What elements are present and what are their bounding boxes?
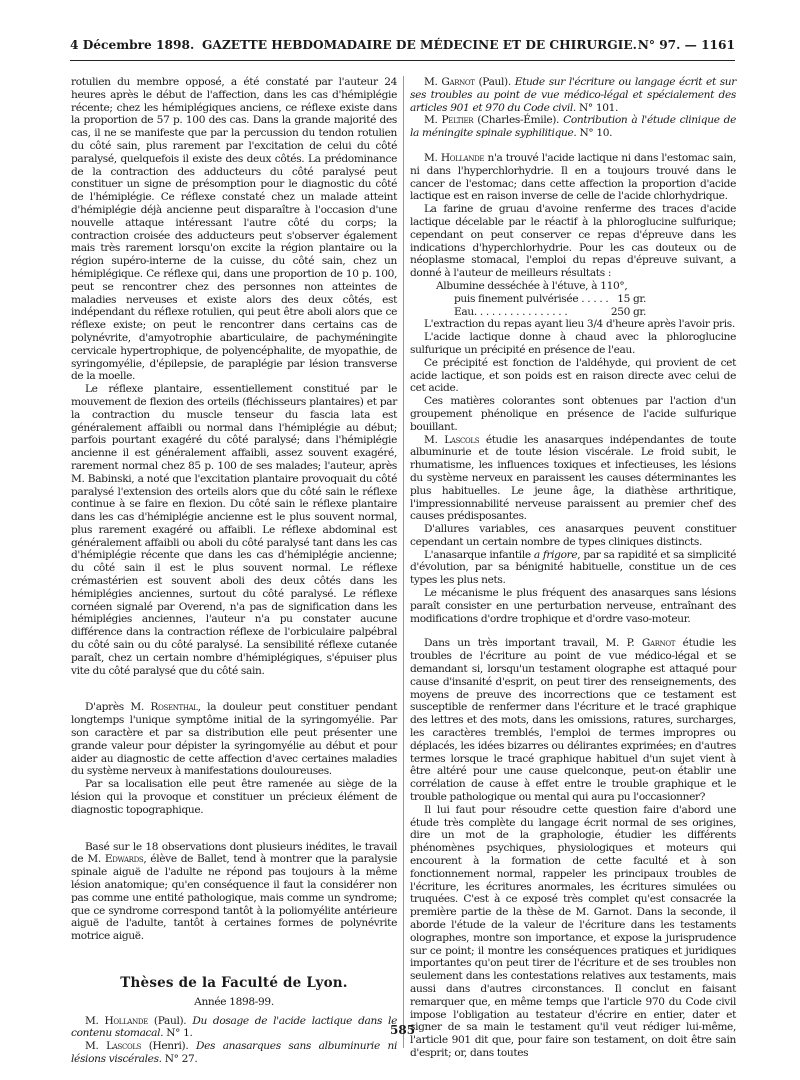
page-header (70, 24, 735, 61)
thesis-entry-hollande: M. Hollande (Paul). Du dosage de l'acide lactique dans le contenu stomacal. N° 1. (71, 1014, 397, 1040)
thesis-entry-garnot: M. Garnot (Paul). Etude sur l'écriture ou langage écrit et sur ses troubles au point de vue médico-légal et spécialement des articles 901 et 970 du Code civil. N° 101. (410, 76, 736, 114)
thesis-entry-peltier: M. Peltier (Charles-Émile). Contribution à l'étude clinique de la méningite spinale syphilitique. N° 10. (410, 114, 736, 140)
paragraph-reflexe-rotulien: rotulien du membre opposé, a été constaté par l'auteur 24 heures après le début de l'affection, dans les cas d'hémiplégie récente; chez les hémiplégiques anciens, ce réflexe existe dans la proportion de 57 p. 100 des cas. Dans la grande majorité des cas, il ne se manifeste que par la percussion du tendon rotulien du côté sain, plus rarement par l'excitation de celui du côté paralysé, quelquefois il existe des deux côtés. La prédominance de la contraction des adducteurs du côté paralysé peut constituer un signe de présomption pour le diagnostic du côté de l'hémiplégie. Ce réflexe constaté chez un malade atteint d'hémiplégie déjà ancienne peut disparaître à l'occasion d'une nouvelle attaque intéressant l'autre côté du corps; la contraction croisée des adducteurs peut s'observer également mais très rarement lorsqu'on excite la région plantaire ou la région supéro-interne de la cuisse, du côté sain, chez un hémiplégique. Ce réflexe qui, dans une proportion de 10 p. 100, peut se rencontrer chez des personnes non atteintes de maladies nerveuses et existe alors des deux côtés, est indépendant du réflexe rotulien, qui peut être aboli alors que ce réflexe existe; on peut le rencontrer dans certains cas de polynévrite, d'amyotrophie abarticulaire, de pachyméningite cervicale hypertrophique, de polyencéphalite, de myopathie, de syringomyélie, d'épilepsie, de paraplégie par lésion transverse de la moelle. (71, 76, 397, 383)
right-column (410, 76, 736, 1060)
paragraph-mecanisme: Le mécanisme le plus fréquent des anasarques sans lésions paraît consister en une perturbation nerveuse, entraînant des modifications d'ordre trophique et d'ordre vaso-moteur. (410, 587, 736, 625)
paragraph-extraction: L'extraction du repas ayant lieu 3/4 d'heure après l'avoir pris. (424, 318, 735, 331)
paragraph-anasarque-infantile: L'anasarque infantile a frigore, par sa rapidité et sa simplicité d'évolution, par sa bénignité habituelle, constitue un de ces types les plus nets. (410, 548, 737, 587)
paragraph-acide-lactique: L'acide lactique donne à chaud avec la phloroglucine sulfurique un précipité en présence de l'eau. (410, 331, 736, 356)
formula-line-albumine: Albumine desséchée à l'étuve, à 110°, (436, 279, 628, 292)
paragraph-garnot-summary: Dans un très important travail, M. P. Garnot étudie les troubles de l'écriture au point de vue médico-légal et se demandant si, lorsqu'un testament olographe est attaqué pour cause d'insanité d'esprit, on peut tirer des renseignements, des moyens de preuve des incorrections que ce testament est susceptible de renfermer dans l'écriture et le tracé graphique des lettres et des mots, dans les omissions, ratures, surcharges, les caractères tremblés, l'emploi de termes impropres ou déplacés, les idées bizarres ou délirantes exprimées; en d'autres termes lorsque le tracé graphique habituel d'un sujet vient à être altéré pour une cause quelconque, peut-on établir une corrélation de cause à effet entre le trouble graphique et le trouble pathologique ou mental qui aura pu l'occasionner? (410, 637, 736, 804)
header-issue-number: N° 97. — 1161 (637, 38, 735, 52)
paragraph-precipite: Ce précipité est fonction de l'aldéhyde, qui provient de cet acide lactique, et son poids est en raison directe avec celui de cet acide. (410, 356, 736, 395)
left-column (71, 76, 397, 1066)
section-year: Année 1898-99. (194, 995, 274, 1008)
paragraph-rosenthal: D'après M. Rosenthal, la douleur peut constituer pendant longtemps l'unique symptôme initial de la syringomyélie. Par son caractère et par sa distribution elle peut présenter une grande valeur pour dépister la syringomyélie au début et pour aider au diagnostic de cette affection d'avec certaines maladies du système nerveux à manifestations douloureuses. (71, 701, 398, 778)
column-divider (403, 76, 404, 1048)
header-date: 4 Décembre 1898. (70, 38, 195, 52)
paragraph-resoudre-question: Il lui faut pour résoudre cette question faire d'abord une étude très complète du langage écrit normal de ses origines, dire un mot de la graphologie, étudier les différents phénomènes psychiques, physiologiques et moteurs qui encourent à la formation de cette faculté et à son fonctionnement normal, rappeler les principaux troubles de l'écriture, les écritures anormales, les écritures simulées ou truquées. C'est à ce exposé très complet qu'est consacrée la première partie de la thèse de M. Garnot. Dans la seconde, il aborde l'étude de la valeur de l'écriture dans les testaments olographes, montre son importance, et expose la jurisprudence sur ce point; il montre les conséquences pratiques et juridiques importantes qu'on peut tirer de l'écriture et de ses troubles non seulement dans les contestations relatives aux testaments, mais aussi dans d'autres circonstances. Il conclut en faisant remarquer que, en même temps que l'article 970 du Code civil impose l'obligation au testateur d'écrire en entier, dater et signer de sa main le testament qu'il veut rédiger lui-même, l'article 901 dit que, pour faire son testament, on doit être sain d'esprit; or, dans toutes (410, 803, 736, 1059)
formula-line-eau: Eau. . . . . . . . . . . . . . . . 250 gr. (454, 305, 646, 318)
paragraph-matieres-colorantes: Ces matières colorantes sont obtenues par l'action d'un groupement phénolique en présence de l'acide sulfurique bouillant. (410, 395, 736, 433)
formula-line-pulverisee: puis finement pulvérisée . . . . . 15 gr. (454, 292, 646, 305)
paragraph-allures: D'allures variables, ces anasarques peuvent constituer cependant un certain nombre de types cliniques distincts. (410, 523, 736, 548)
thesis-entry-lascols: M. Lascols (Henri). Des anasarques sans albuminurie ni lésions viscérales. N° 27. (71, 1040, 397, 1065)
paragraph-edwards: Basé sur le 18 observations dont plusieurs inédites, le travail de M. Edwards, élève de Ballet, tend à montrer que la paralysie spinale aiguë de l'adulte ne répond pas toujours à la même lésion anatomique; qu'en conséquence il faut la considérer non pas comme une entité pathologique, mais comme un syndrome; que ce syndrome correspond tantôt à la poliomyélite antérieure aiguë de l'adulte, tantôt à certaines formes de polynévrite motrice aiguë. (71, 840, 397, 943)
paragraph-farine-gruau: La farine de gruau d'avoine renferme des traces d'acide lactique décelable par le réactif à la phloroglucine sulfurique; cependant on peut conserver ce repas d'épreuve dans les indications d'hyperchlorhydrie. Pour les cas douteux ou de néoplasme stomacal, l'emploi du repas d'épreuve suivant, a donné à l'auteur de meilleurs résultats : (410, 203, 736, 280)
page-number: 585 (390, 1023, 416, 1037)
paragraph-reflexe-plantaire: Le réflexe plantaire, essentiellement constitué par le mouvement de flexion des orteils (fléchisseurs plantaires) et par la contraction du muscle tenseur du fascia lata est généralement affaibli ou normal dans l'hémiplégie au début; parfois pourtant exagéré du côté paralysé; dans l'hémiplégie ancienne il est généralement affaibli, assez souvent exagéré, rarement normal chez 85 p. 100 de ses malades; l'auteur, après M. Babinski, a noté que l'excitation plantaire provoquait du côté paralysé l'extension des orteils alors que du côté sain le réflexe continue à se faire en flexion. Du côté sain le réflexe plantaire dans les cas d'hémiplégie ancienne est le plus souvent normal, plus rarement exagéré ou affaibli. Le réflexe abdominal est généralement affaibli ou aboli du côté paralysé tant dans les cas d'hémiplégie récente que dans les cas d'hémiplégie ancienne; du côté sain il est le plus souvent normal. Le réflexe crémastérien est souvent aboli des deux côtés dans les hémiplégies anciennes, surtout du côté paralysé. Le réflexe cornéen signalé par Overend, n'a pas de signification dans les hémiplégies anciennes, l'auteur n'a pu constater aucune différence dans la contraction réflexe de l'orbiculaire palpébral du côté sain ou du côté paralysé. La sensibilité réflexe cutanée paraît, chez un certain nombre d'hémiplégiques, s'épuiser plus vite du côté paralysé que du côté sain. (71, 383, 397, 677)
section-title: Thèses de la Faculté de Lyon. (120, 975, 348, 991)
paragraph-localisation: Par sa localisation elle peut être ramenée au siège de la lésion qui la provoque et constituer un précieux élément de diagnostic topographique. (71, 778, 397, 816)
header-title: GAZETTE HEBDOMADAIRE DE MÉDECINE ET DE CHIRURGIE. (202, 38, 637, 52)
paragraph-lascols-summary: M. Lascols étudie les anasarques indépendantes de toute albuminurie et de toute lésion viscérale. Le froid subit, le rhumatisme, les influences toxiques et infectieuses, les lésions du système nerveux en paraissent les causes déterminantes les plus habituelles. Le jeune âge, la diathèse arthritique, l'impressionnabilité nerveuse paraissent au premier chef des causes prédisposantes. (410, 433, 736, 523)
paragraph-hollande-summary: M. Hollande n'a trouvé l'acide lactique ni dans l'estomac sain, ni dans l'hyperchlorhydrie. Il en a toujours trouvé dans le cancer de l'estomac; dans cette affection la proportion d'acide lactique est en raison inverse de celle de l'acide chlorhydrique. (410, 151, 736, 203)
